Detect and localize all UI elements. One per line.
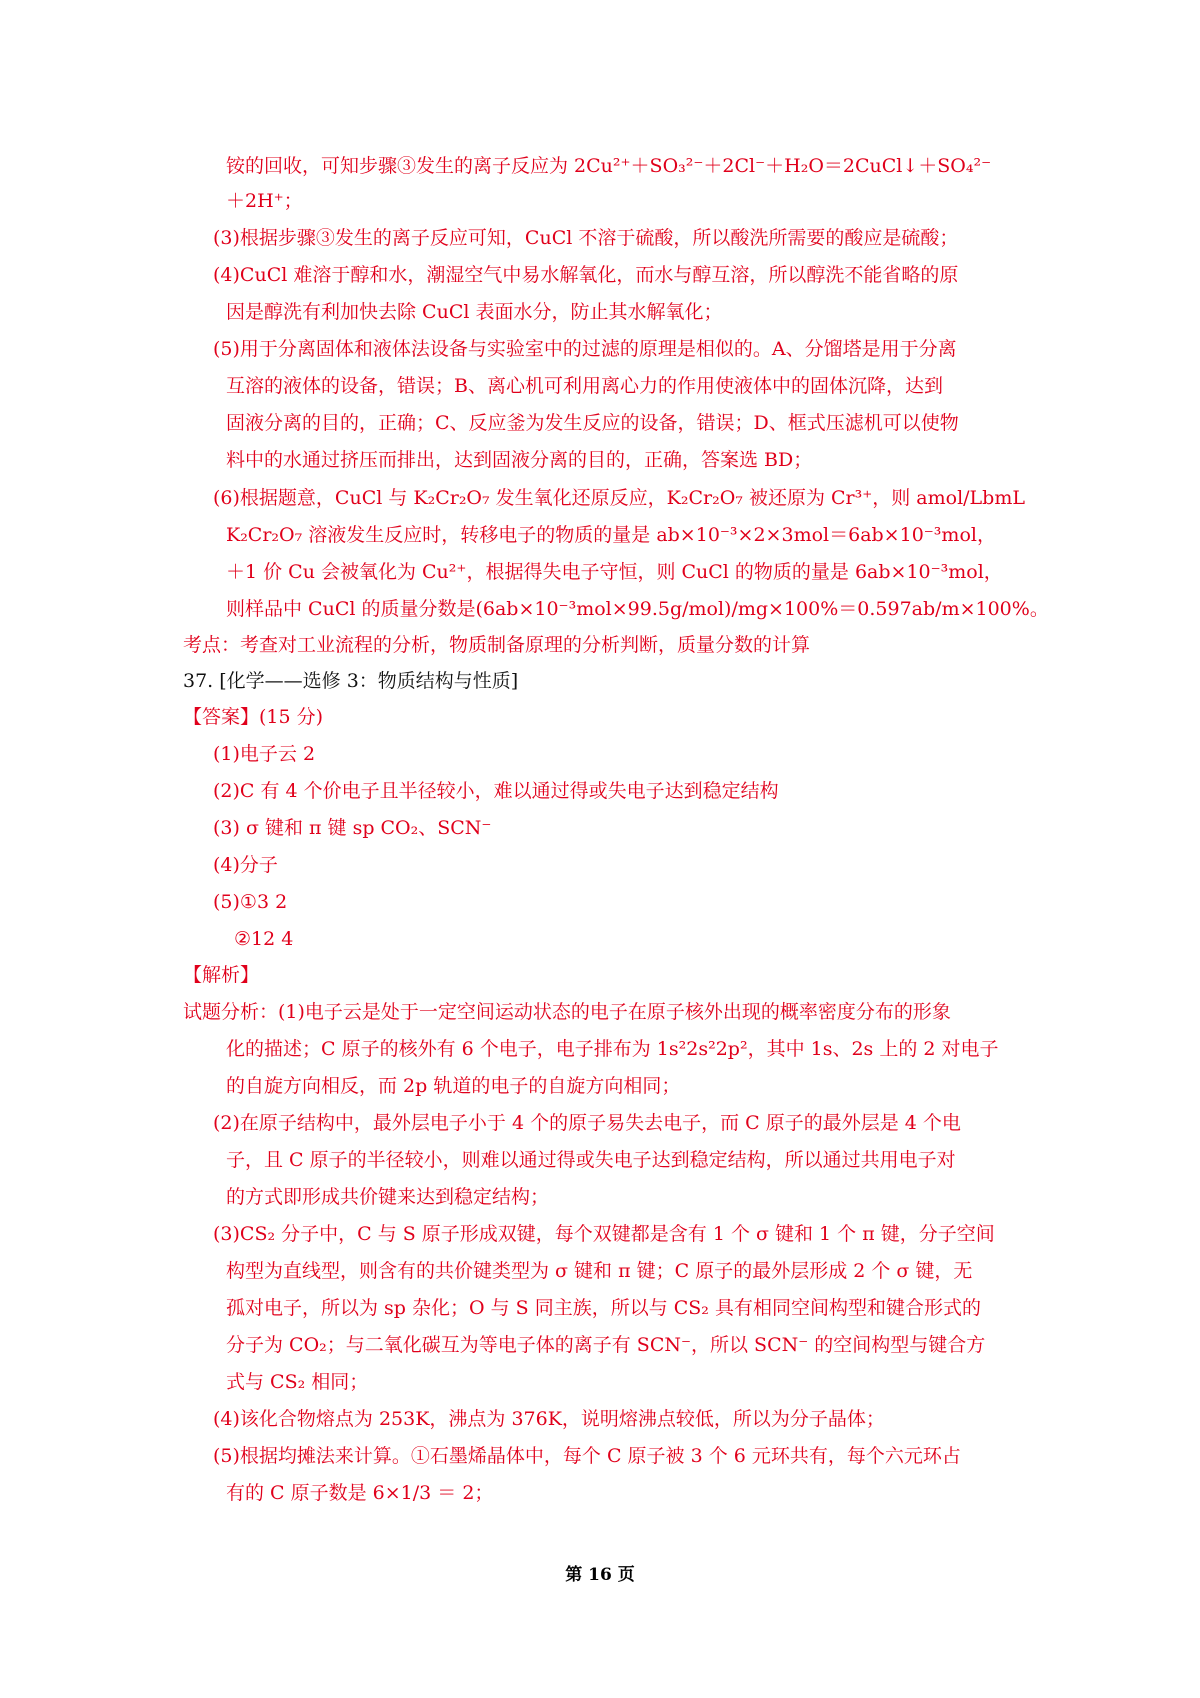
text-line: 子，且 C 原子的半径较小，则难以通过得或失电子达到稳定结构，所以通过共用电子对 bbox=[226, 1149, 956, 1171]
text-line: 分子为 CO₂；与二氧化碳互为等电子体的离子有 SCN⁻，所以 SCN⁻ 的空间构型与键合方 bbox=[226, 1334, 986, 1356]
text-line: (3)CS₂ 分子中，C 与 S 原子形成双键，每个双键都是含有 1 个 σ 键和 1 个 π 键，分子空间 bbox=[213, 1223, 995, 1245]
text-line: (5)根据均摊法来计算。①石墨烯晶体中，每个 C 原子被 3 个 6 元环共有，每个六元环占 bbox=[213, 1445, 961, 1467]
text-line: ＋1 价 Cu 会被氧化为 Cu²⁺，根据得失电子守恒，则 CuCl 的物质的量是 6ab×10⁻³mol， bbox=[226, 561, 1003, 583]
text-line: (3)根据步骤③发生的离子反应可知，CuCl 不溶于硫酸，所以酸洗所需要的酸应是硫酸； bbox=[213, 227, 959, 249]
text-line: (1)电子云 2 bbox=[213, 743, 316, 765]
text-line: 因是醇洗有利加快去除 CuCl 表面水分，防止其水解氧化； bbox=[226, 301, 723, 323]
text-line: 的方式即形成共价键来达到稳定结构； bbox=[226, 1186, 550, 1208]
text-line: (2)C 有 4 个价电子且半径较小，难以通过得或失电子达到稳定结构 bbox=[213, 780, 779, 802]
text-line: (3) σ 键和 π 键 sp CO₂、SCN⁻ bbox=[213, 817, 492, 839]
text-line: (5)用于分离固体和液体法设备与实验室中的过滤的原理是相似的。A、分馏塔是用于分离 bbox=[213, 338, 957, 360]
text-line: 【答案】(15 分) bbox=[183, 706, 324, 728]
text-line: (4)分子 bbox=[213, 854, 278, 876]
text-line: 的自旋方向相反，而 2p 轨道的电子的自旋方向相同； bbox=[226, 1075, 681, 1097]
text-line: 孤对电子，所以为 sp 杂化；O 与 S 同主族，所以与 CS₂ 具有相同空间构型和键合形式的 bbox=[226, 1297, 981, 1319]
text-line: (4)CuCl 难溶于醇和水，潮湿空气中易水解氧化，而水与醇互溶，所以醇洗不能省略的原 bbox=[213, 264, 959, 286]
text-line: 化的描述；C 原子的核外有 6 个电子，电子排布为 1s²2s²2p²，其中 1s、2s 上的 2 对电子 bbox=[226, 1038, 999, 1060]
text-line: ②12 4 bbox=[234, 928, 294, 950]
text-line: (2)在原子结构中，最外层电子小于 4 个的原子易失去电子，而 C 原子的最外层是 4 个电 bbox=[213, 1112, 961, 1134]
text-line: (4)该化合物熔点为 253K，沸点为 376K，说明熔沸点较低，所以为分子晶体； bbox=[213, 1408, 885, 1430]
text-line: 料中的水通过挤压而排出，达到固液分离的目的，正确，答案选 BD； bbox=[226, 449, 813, 471]
text-line: 【解析】 bbox=[183, 964, 260, 986]
page-number: 第 16 页 bbox=[565, 1565, 635, 1585]
text-line: K₂Cr₂O₇ 溶液发生反应时，转移电子的物质的量是 ab×10⁻³×2×3mol＝6ab×10⁻³mol， bbox=[226, 524, 996, 546]
text-line: 试题分析：(1)电子云是处于一定空间运动状态的电子在原子核外出现的概率密度分布的形象 bbox=[183, 1001, 951, 1023]
text-line: 固液分离的目的，正确；C、反应釜为发生反应的设备，错误；D、框式压滤机可以使物 bbox=[226, 412, 959, 434]
text-line: 考点：考查对工业流程的分析，物质制备原理的分析判断，质量分数的计算 bbox=[183, 634, 811, 656]
text-line: (6)根据题意，CuCl 与 K₂Cr₂O₇ 发生氧化还原反应，K₂Cr₂O₇ 被还原为 Cr³⁺，则 amol/LbmL bbox=[213, 487, 1025, 509]
text-line: 铵的回收，可知步骤③发生的离子反应为 2Cu²⁺＋SO₃²⁻＋2Cl⁻＋H₂O＝2CuCl↓＋SO₄²⁻ bbox=[226, 155, 992, 177]
text-line: 式与 CS₂ 相同； bbox=[226, 1371, 369, 1393]
text-line: 互溶的液体的设备，错误；B、离心机可利用离心力的作用使液体中的固体沉降，达到 bbox=[226, 375, 943, 397]
text-line: (5)①3 2 bbox=[213, 891, 288, 913]
text-line: 构型为直线型，则含有的共价键类型为 σ 键和 π 键；C 原子的最外层形成 2 个 σ 键，无 bbox=[226, 1260, 973, 1282]
text-line: ＋2H⁺； bbox=[226, 190, 303, 212]
text-line: 有的 C 原子数是 6×1/3 ＝ 2； bbox=[226, 1482, 494, 1504]
text-line: 则样品中 CuCl 的质量分数是(6ab×10⁻³mol×99.5g/mol)/mg×100%＝0.597ab/m×100%。 bbox=[226, 598, 1049, 620]
text-line: 37. [化学——选修 3：物质结构与性质] bbox=[183, 670, 519, 692]
